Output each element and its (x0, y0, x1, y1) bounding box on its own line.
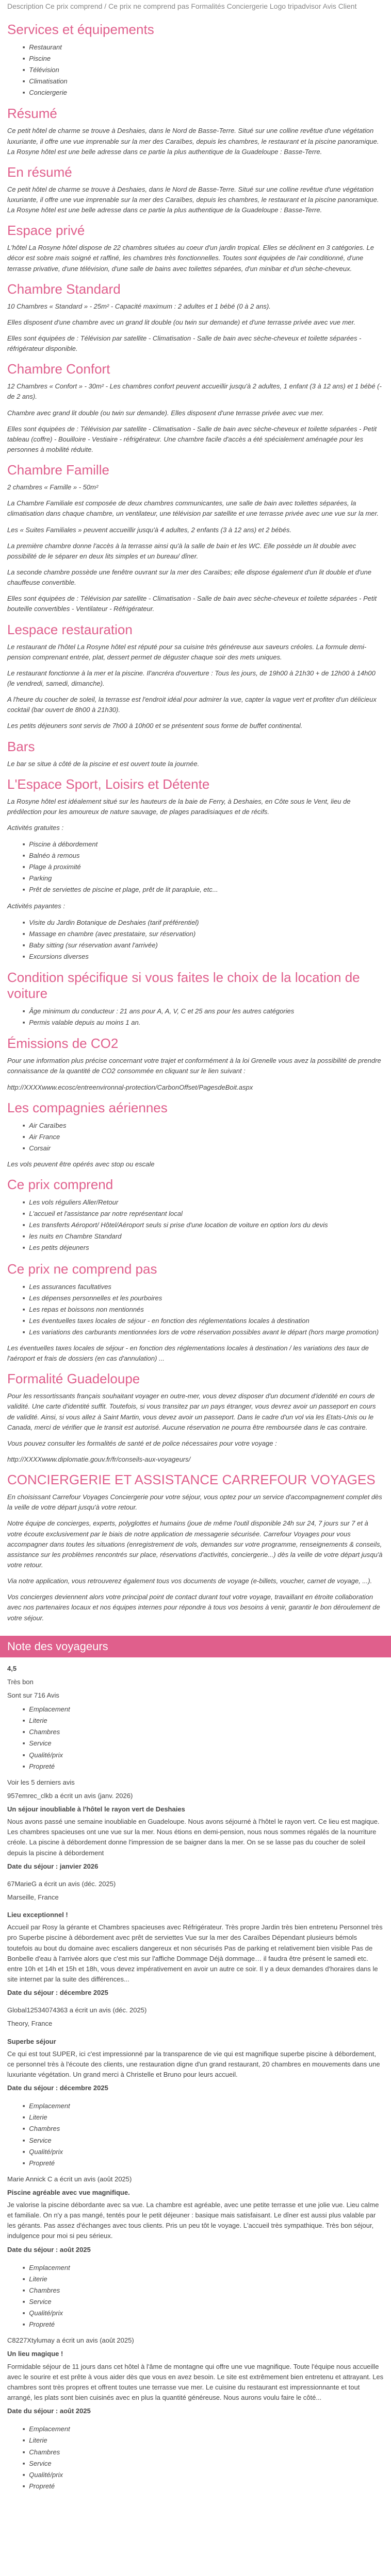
list-item: ■ Les transferts Aéroport/ Hôtel/Aéroport seuls si prise d'une location de voiture en option lors du devis (23, 1219, 384, 1231)
list-item: ■ les nuits en Chambre Standard (23, 1231, 384, 1242)
list-item: ■ Les variations des carburants mentionnées lors de votre réservation possibles avant le départ (hors marge promotion) (23, 1327, 384, 1338)
paragraph: La seconde chambre possède une fenêtre ouvrant sur la mer des Caraïbes; elle dispose également d'un lit double et d'une chauffeuse convertible. (7, 568, 371, 587)
paragraph: Pour une information plus précise concernant votre trajet et conformément à la loi Grenelle vous avez la possibilité de prendre connaissance de la quantité de CO2 consommée en cliquant sur le lien suivant : (7, 1057, 381, 1075)
list-item: ■ Les éventuelles taxes locales de séjour - en fonction des réglementations locales à destination (23, 1315, 384, 1327)
paragraph: La première chambre donne l'accès à la terrasse ainsi qu'à la salle de bain et les WC. Elle possède un lit double avec possibilité de le séparer en deux lits simples et un bureau/ dîner. (7, 541, 356, 560)
review-text: Formidable séjour de 11 jours dans cet hôtel à l'âme de montagne qui offre une vue magnifique. Toute l'équipe nous accueille avec le sourire et est prête à vous aider dès que vous en avez besoin. Le site est extrêmement bien entretenu et attrayant. Les chambres sont très propres et offrent toutes une terrasse vue mer. Le cuisine du restaurant est impressionnante et tout arrangé, les plats sont bien cuisinés avec en plus la quantité généreuse. Nous aurons voulu faire le côté... (7, 2362, 384, 2402)
list-item: ■ Chambres (23, 2447, 384, 2458)
bars-title: Bars (7, 738, 35, 754)
paragraph: Pour les ressortissants français souhaitant voyager en outre-mer, vous devez disposer d'un document d'identité en cours de validité. Une carte d'identité suffit. Toutefois, si vous transitez par un pays étranger, vous devrez avoir un passeport en cours de validité. Ainsi, si vous allez à Saint Martin, vous devez avoir un passeport. Dans le cadre d'un vol via les Etats-Unis ou le Canada, merci de vérifier que le transit est autorisé. Aucune réservation ne pourra être remboursée dans le cas contraire. (7, 1392, 376, 1431)
review-categories (7, 2262, 384, 2331)
review-title: Superbe séjour (7, 2037, 56, 2045)
car-rental-title: Condition spécifique si vous faites le choix de la location de voiture (7, 970, 360, 1002)
top-navigation[interactable]: Description Ce prix comprend / Ce prix ne comprend pas Formalités Conciergerie Logo tripadvisor Avis Client (7, 2, 357, 10)
review-categories (7, 1704, 384, 1772)
co2-link[interactable]: http://XXXXwww.ecosc/entreenvironnal-protection/CarbonOffset/PagesdeBoit.aspx (7, 1083, 253, 1091)
list-item: ■ Propreté (23, 2158, 384, 2169)
paragraph: 12 Chambres « Confort » - 30m² - Les chambres confort peuvent accueillir jusqu'à 2 adultes, 1 enfant (3 à 12 ans) et 1 bébé (- de 2 ans). (7, 382, 382, 401)
resume-title: Résumé (7, 106, 57, 122)
list-item: ■ Qualité/prix (23, 2308, 384, 2319)
review-title: Un séjour inoubliable à l'hôtel le rayon vert de Deshaies (7, 1805, 185, 1813)
paragraph: Elles sont équipées de : Télévision par satellite - Climatisation - Salle de bain avec sèche-cheveux et toilette séparées - réfrigérateur disponible. (7, 334, 362, 353)
reviews-banner: Note des voyageurs (0, 1636, 391, 1657)
paid-activities-list (7, 917, 384, 962)
review-text: Ce qui est tout SUPER, ici c'est impressionné par la transparence de vie qui est magnifique superbe piscine à débordement, ce personnel très à l'écoute des clients, une restauration digne d'un grand restaurant, 20 chambres en mouvements dans une luxuriante végétation. Un grand merci à Christelle et Bruno pour leurs accueil. (7, 2049, 380, 2078)
resume2-title: En résumé (7, 164, 72, 180)
review-item (7, 1910, 384, 1998)
review-text: Je valorise la piscine débordante avec sa vue. La chambre est agréable, avec une petite terrasse et une jolie vue. Lieu calme et familiale. On n'y a pas mangé, tentés pour le petit déjeuner : basique mais satisfaisant. Le dîner est aussi plus valable par les gérants. Pas assez d'échanges avec tous clients. Pris un peu tôt le voyage. L'accueil très sympathique. Très bon séjour, indulgence pour moi si peu sérieux. (7, 2201, 379, 2240)
paragraph: Les vols peuvent être opérés avec stop ou escale (7, 1160, 155, 1168)
review-title: Un lieu magique ! (7, 2350, 63, 2358)
paragraph: Les petits déjeuners sont servis de 7h00 à 10h00 et se présentent sous forme de buffet continental. (7, 722, 303, 730)
review-author: 67MarieG a écrit un avis (déc. 2025) (7, 1879, 116, 1888)
paragraph: Chambre avec grand lit double (ou twin sur demande). Elles disposent d'une terrasse privée avec vue mer. (7, 409, 324, 417)
paragraph: 2 chambres « Famille » - 50m² (7, 483, 99, 492)
list-item: ■ Literie (23, 2112, 384, 2123)
review-author: Global12534074363 a écrit un avis (déc. 2025) (7, 2006, 147, 2014)
list-item: ■ Massage en chambre (avec prestataire, sur réservation) (23, 928, 384, 940)
review-score-label: Très bon (7, 1677, 34, 1686)
list-item: ■ Air Caraïbes (23, 1120, 384, 1131)
review-rank: Sont sur 716 Avis (7, 1691, 59, 1699)
review-date: Date du séjour : décembre 2025 (7, 1989, 108, 1997)
list-item: ■ Emplacement (23, 2100, 384, 2112)
formalities-link[interactable]: http://XXXXwww.diplomatie.gouv.fr/fr/conseils-aux-voyageurs/ (7, 1455, 191, 1464)
list-item: ■ Emplacement (23, 1704, 384, 1715)
free-activities-heading: Activités gratuites : (7, 823, 64, 832)
formalities-title: Formalité Guadeloupe (7, 1371, 140, 1387)
list-item: ■ Chambres (23, 2285, 384, 2296)
list-item: ■ Qualité/prix (23, 2469, 384, 2481)
list-item: ■ Propreté (23, 2481, 384, 2492)
list-item: ■ L'accueil et l'assistance par notre représentant local (23, 1208, 384, 1219)
paragraph: La Chambre Familiale est composée de deux chambres communicantes, une salle de bain avec toilettes séparées, la climatisation dans chaque chambre, un ventilateur, une télévision par satellite et une terrasse privée avec une vue sur la mer. (7, 499, 379, 518)
list-item: ■ Chambres (23, 1726, 384, 1738)
review-text: Theory, France (7, 2020, 53, 2028)
review-title: Lieu exceptionnel ! (7, 1911, 68, 1919)
price-includes-list (7, 1197, 384, 1253)
resume2-text: Ce petit hôtel de charme se trouve à Deshaies, dans le Nord de Basse-Terre. Situé sur une colline revêtue d'une végétation luxuriante, il offre une vue imprenable sur la mer des Caraïbes, depuis les chambres, le restaurant et la piscine panoramique. La Rosyne hôtel est une belle adresse dans ce partie la plus authentique de la Guadeloupe : Basse-Terre. (7, 185, 379, 214)
comfort-room-title: Chambre Confort (7, 361, 110, 377)
review-date: Date du séjour : août 2025 (7, 2245, 91, 2253)
airlines-title: Les compagnies aériennes (7, 1099, 168, 1115)
paragraph: 10 Chambres « Standard » - 25m² - Capacité maximum : 2 adultes et 1 bébé (0 à 2 ans). (7, 302, 271, 310)
paragraph: Elles sont équipées de : Télévision par satellite - Climatisation - Salle de bain avec sèche-cheveux et toilette séparées - Petit tableau (coffre) - Bouilloire - Vestiaire - réfrigérateur. Une chambre facile d'accès a été spécialement aménagée pour les personnes à mobilité réduite. (7, 425, 377, 453)
paragraph: Le restaurant de l'hôtel La Rosyne hôtel est réputé pour sa cuisine très généreuse aux saveurs créoles. La formule demi-pension comprenant entrée, plat, dessert permet de déguster chaque soir des mets uniques. (7, 642, 367, 661)
review-author: C8227Xtylumay a écrit un avis (août 2025) (7, 2336, 134, 2345)
list-item: ■ Visite du Jardin Botanique de Deshaies (tarif préférentiel) (23, 917, 384, 928)
resume-text: Ce petit hôtel de charme se trouve à Deshaies, dans le Nord de Basse-Terre. Situé sur une colline revêtue d'une végétation luxuriante, il offre une vue imprenable sur la mer des Caraïbes, depuis les chambres, le restaurant et la piscine panoramique. La Rosyne hôtel est une belle adresse dans ce partie la plus authentique de la Guadeloupe : Basse-Terre. (7, 127, 379, 156)
paid-activities-heading: Activités payantes : (7, 902, 65, 910)
list-item: ■ Les repas et boissons non mentionnés (23, 1304, 384, 1315)
standard-room-title: Chambre Standard (7, 281, 121, 297)
services-title: Services et équipements (7, 22, 154, 37)
airlines-list (7, 1120, 384, 1154)
review-item (7, 2037, 384, 2094)
list-item: ■ Les vols réguliers Aller/Retour (23, 1197, 384, 1208)
list-item: ■ Piscine (23, 53, 384, 64)
list-item: ■ Service (23, 2296, 384, 2308)
review-item (7, 1791, 384, 1872)
sport-title: L'Espace Sport, Loisirs et Détente (7, 776, 210, 792)
price-excludes-title: Ce prix ne comprend pas (7, 1261, 157, 1277)
free-activities-list (7, 839, 384, 895)
list-item: ■ Télévision (23, 64, 384, 76)
private-space-title: Espace privé (7, 223, 85, 239)
list-item: ■ Les dépenses personnelles et les pourboires (23, 1293, 384, 1304)
review-author: 957emrec_clkb a écrit un avis (janv. 2026) (7, 1791, 133, 1800)
list-item: ■ Prêt de serviettes de piscine et plage, prêt de lit parapluie, etc... (23, 884, 384, 895)
list-item: ■ Chambres (23, 2123, 384, 2134)
list-item: ■ Conciergerie (23, 87, 384, 98)
list-item: ■ Âge minimum du conducteur : 21 ans pour A, A, V, C et 25 ans pour les autres catégories (23, 1006, 384, 1017)
list-item: ■ Air France (23, 1131, 384, 1143)
list-item: ■ Baby sitting (sur réservation avant l'arrivée) (23, 940, 384, 951)
review-item (7, 1879, 384, 1903)
review-author: Marie Annick C a écrit un avis (août 2025) (7, 2175, 132, 2183)
price-includes-title: Ce prix comprend (7, 1177, 113, 1193)
list-item: ■ Qualité/prix (23, 2146, 384, 2158)
paragraph: Via notre application, vous retrouverez également tous vos documents de voyage (e-billets, voucher, carnet de voyage, ...). (7, 1577, 372, 1585)
paragraph: En choisissant Carrefour Voyages Conciergerie pour votre séjour, vous optez pour un service d'accompagnement complet dès la veille de votre départ jusqu'à votre retour. (7, 1493, 382, 1512)
list-item: ■ Balnéo à remous (23, 850, 384, 861)
co2-title: Émissions de CO2 (7, 1036, 119, 1052)
list-item: ■ Parking (23, 873, 384, 884)
review-item (7, 2335, 384, 2416)
list-item: ■ Literie (23, 1715, 384, 1726)
price-excludes-list (7, 1281, 384, 1338)
paragraph: Le restaurant fonctionne à la mer et la piscine. Il'ancréra d'ouverture : Tous les jours, de 19h00 à 21h30 + de 12h00 à 14h00 (le vendredi, samedi, dimanche). (7, 669, 376, 687)
review-count-link[interactable]: Voir les 5 derniers avis (7, 1778, 75, 1786)
paragraph: Vos concierges deviennent alors votre principal point de contact durant tout votre voyage, travaillant en étroite collaboration avec nos partenaires locaux et nos équipes internes pour répondre à tous vos besoins à venir, garantir le bon déroulement de votre séjour. (7, 1593, 380, 1622)
list-item: ■ Emplacement (23, 2262, 384, 2274)
review-categories (7, 2100, 384, 2169)
list-item: ■ Corsair (23, 1143, 384, 1154)
list-item: ■ Literie (23, 2274, 384, 2285)
review-score: 4,5 (7, 1664, 17, 1672)
list-item: ■ Permis valable depuis au moins 1 an. (23, 1017, 384, 1028)
paragraph: Notre équipe de concierges, experts, polyglottes et humains (joue de même l'outil disponible 24h sur 24, 7 jours sur 7 et à votre écoute exclusivement par le biais de notre application de messagerie sécurisée. Carrefour Voyages pour vous accompagner dans toutes les situations (enregistrement de vols, demandes sur votre programme, renseignements & conseils, assistance sur les problèmes rencontrés sur place, réservations d'activités, conciergerie...) dès la veille de votre départ jusqu'à votre retour. (7, 1519, 383, 1569)
private-space-text: L'hôtel La Rosyne hôtel dispose de 22 chambres situées au coeur d'un jardin tropical. Elles se déclinent en 3 catégories. Le décor est sobre mais soigné et raffiné, les chambres très fonctionnelles. Toutes sont équipées de l'air conditionné, d'une terrasse privative, d'une télévision, d'une salle de bains avec toilettes séparées, d'un minibar et d'un sèche-cheveux. (7, 244, 374, 273)
list-item: ■ Service (23, 2135, 384, 2146)
paragraph: La Rosyne hôtel est idéalement situé sur les hauteurs de la baie de Ferry, à Deshaies, en Côte sous le Vent, lieu de prédilection pour les amoureux de nature sauvage, de plages paradisiaques et de récifs. (7, 797, 351, 816)
review-categories (7, 2424, 384, 2492)
list-item: ■ Service (23, 2458, 384, 2469)
list-item: ■ Excursions diverses (23, 951, 384, 962)
review-title: Piscine agréable avec vue magnifique. (7, 2188, 130, 2196)
list-item: ■ Les petits déjeuners (23, 1242, 384, 1253)
paragraph: Les éventuelles taxes locales de séjour - en fonction des réglementations locales à destination / les variations des taux de l'aéroport et frais de dossiers (en cas d'annulation) ... (7, 1344, 369, 1363)
car-rental-list (7, 1006, 384, 1028)
list-item: ■ Service (23, 1738, 384, 1749)
list-item: ■ Emplacement (23, 2424, 384, 2435)
review-date: Date du séjour : janvier 2026 (7, 1862, 99, 1870)
concierge-title: CONCIERGERIE ET ASSISTANCE CARREFOUR VOYAGES (7, 1472, 376, 1488)
review-date: Date du séjour : août 2025 (7, 2407, 91, 2415)
review-text: Accueil par Rosy la gérante et Chambres spacieuses avec Réfrigérateur. Très propre Jardin très bien entretenu Personnel très pro Superbe piscine à débordement avec prêt de serviettes Vue sur la mer des Caraïbes Dépendant plusieurs bémols toutefois au bout du domaine avec escaliers dangereux et non sécurisés Pas de parking et relativement bien visible Pas de Bonbelle d'eau à l'arrivée alors que c'est mis sur l'affiche Dommage Déjà dommage… il faudra être présent le samedi etc. entre 10h et 14h et 15h et 18h, vous devez impérativement en avoir un autre ce soir. Il y a deux demandes d'horaires dans le site internet par la suite des différences... (7, 1923, 383, 1983)
review-item (7, 2174, 384, 2255)
paragraph: Les « Suites Familiales » peuvent accueillir jusqu'à 4 adultes, 2 enfants (3 à 12 ans) et 2 bébés. (7, 526, 291, 534)
list-item: ■ Plage à proximité (23, 861, 384, 873)
list-item: ■ Propreté (23, 1761, 384, 1772)
list-item: ■ Propreté (23, 2319, 384, 2330)
list-item: ■ Piscine à débordement (23, 839, 384, 850)
review-text: Marseille, France (7, 1893, 59, 1901)
paragraph: Elles disposent d'une chambre avec un grand lit double (ou twin sur demande) et d'une terrasse privée avec vue mer. (7, 318, 356, 326)
list-item: ■ Literie (23, 2435, 384, 2446)
paragraph: A l'heure du coucher de soleil, la terrasse est l'endroit idéal pour admirer la vue, capter la vague vert et profiter d'un délicieux cocktail (bar ouvert de 8h00 à 21h30). (7, 696, 377, 714)
list-item: ■ Climatisation (23, 76, 384, 87)
review-text: Nous avons passé une semaine inoubliable en Guadeloupe. Nous avons séjourné à l'hôtel le rayon vert. Ce lieu est magique. Les chambres spacieuses ont une vue sur la mer. Nous étions en demi-pension, nous nous sommes régalés de la nourriture créole. La piscine à débordement donne l'impression de se baigner dans la mer. On se se lasse pas du coucher de soleil depuis la piscine à débordement (7, 1818, 380, 1857)
paragraph: Elles sont équipées de : Télévision par satellite - Climatisation - Salle de bain avec sèche-cheveux et toilette séparées - Petit bouteille convertibles - Ventilateur - Réfrigérateur. (7, 595, 377, 613)
paragraph: Vous pouvez consulter les formalités de santé et de police nécessaires pour votre voyage : (7, 1439, 277, 1447)
review-date: Date du séjour : décembre 2025 (7, 2084, 108, 2092)
list-item: ■ Qualité/prix (23, 1750, 384, 1761)
list-item: ■ Les assurances facultatives (23, 1281, 384, 1293)
paragraph: Le bar se situe à côté de la piscine et est ouvert toute la journée. (7, 759, 200, 768)
services-list (7, 42, 384, 98)
family-room-title: Chambre Famille (7, 462, 109, 478)
review-item (7, 2005, 384, 2029)
restaurant-title: Lespace restauration (7, 621, 133, 637)
list-item: ■ Restaurant (23, 42, 384, 53)
